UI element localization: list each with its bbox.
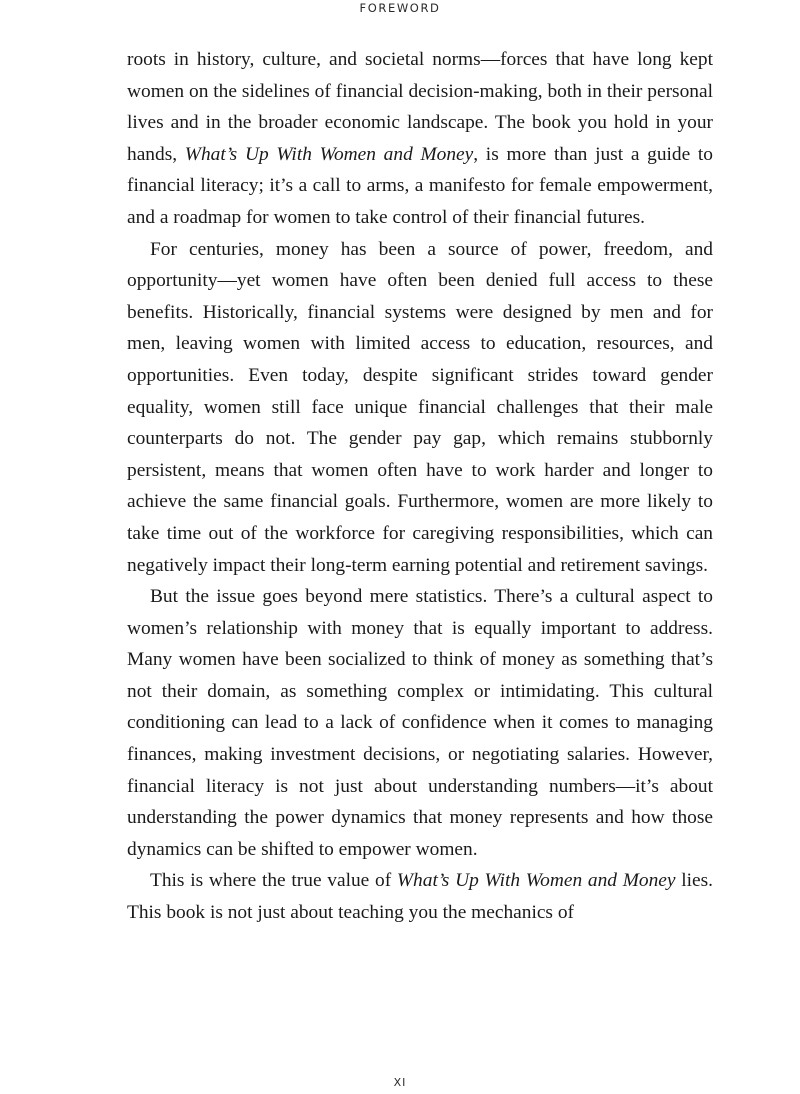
page-number: XI — [393, 1076, 407, 1089]
paragraph-1-text: roots in history, culture, and societal norms—forces that have long kept women on the sidelines of financial decision-making, both in their personal lives and in the broader economic landscape. The book you hold in your hands, — [127, 49, 713, 165]
paragraph-1 — [127, 44, 713, 234]
paragraph-4-text: This is where the true value of — [150, 870, 397, 892]
paragraph-4 — [127, 865, 713, 928]
paragraph-4-text-cont: lies. This book is not just about teaching you the mechanics of — [127, 870, 713, 924]
running-head: FOREWORD — [359, 1, 441, 15]
paragraph-1-text-cont: , is more than just a guide to financial literacy; it’s a call to arms, a manifesto for female empowerment, and a roadmap for women to take control of their financial futures. — [127, 143, 713, 228]
book-title: What’s Up With Women and Money — [184, 143, 474, 165]
body-text — [127, 44, 713, 929]
book-title: What’s Up With Women and Money — [396, 870, 676, 892]
paragraph-2 — [127, 234, 713, 582]
paragraph-3 — [127, 581, 713, 865]
paragraph-2-text: For centuries, money has been a source of power, freedom, and opportunity—yet women have often been denied full access to these benefits. Historically, financial systems were designed by men and for men, leaving women with limited access to education, resources, and opportunities. Even today, despite significant strides toward gender equality, women still face unique financial challenges that their male counterparts do not. The gender pay gap, which remains stubbornly persistent, means that women often have to work harder and longer to achieve the same financial goals. Furthermore, women are more likely to take time out of the workforce for caregiving responsibilities, which can negatively impact their long-term earning potential and retirement savings. — [127, 238, 713, 576]
paragraph-3-text: But the issue goes beyond mere statistics. There’s a cultural aspect to women’s relationship with money that is equally important to address. Many women have been socialized to think of money as something that’s not their domain, as something complex or intimidating. This cultural conditioning can lead to a lack of confidence when it comes to managing finances, making investment decisions, or negotiating salaries. However, financial literacy is not just about understanding numbers—it’s about understanding the power dynamics that money represents and how those dynamics can be shifted to empower women. — [127, 586, 713, 860]
